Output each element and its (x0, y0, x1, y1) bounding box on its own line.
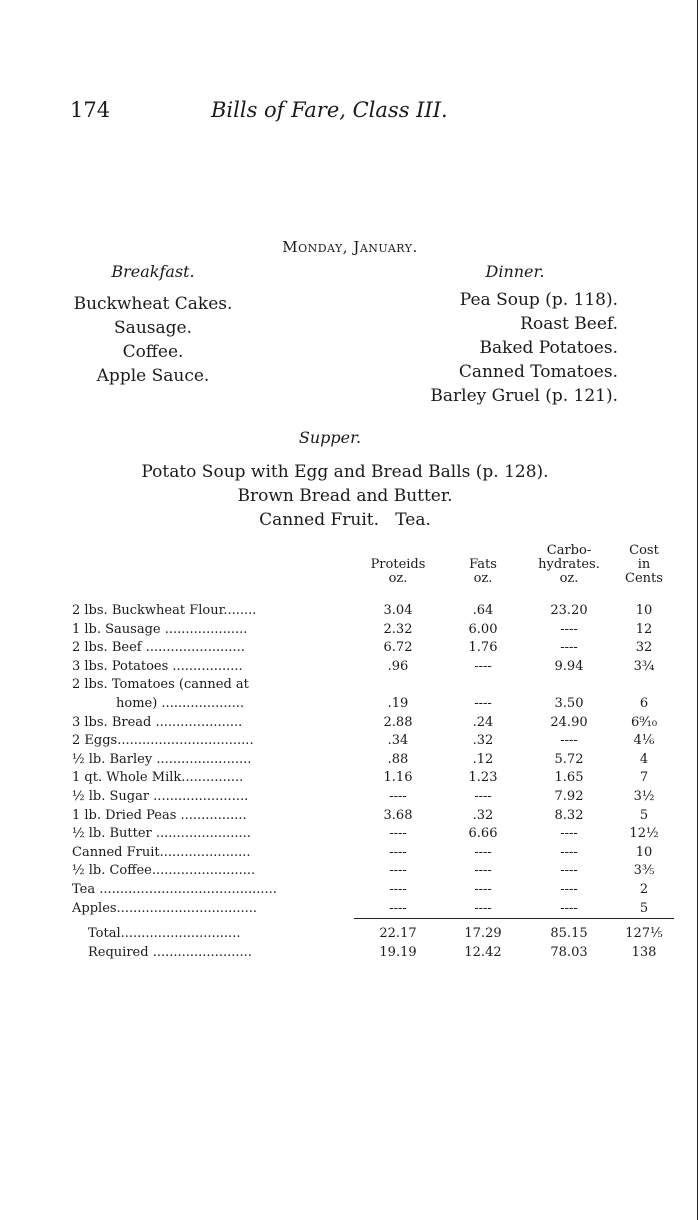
cell-fats: 1.23 (468, 770, 498, 786)
cell-proteids: 3.04 (383, 603, 413, 618)
cell-cost: 3½ (633, 788, 655, 804)
cell-item: Tea ........................................... (72, 881, 277, 897)
cell-item: 2 lbs. Buckwheat Flour........ (72, 603, 257, 618)
cell-cost: 5 (639, 807, 649, 823)
cell-fats: .32 (472, 733, 494, 749)
page-edge-line (697, 0, 698, 1220)
cell-proteids: 3.68 (383, 807, 413, 823)
cell-proteids: ---- (389, 881, 407, 897)
cell-item: 1 qt. Whole Milk............... (72, 770, 244, 786)
nutrition-table (72, 544, 674, 962)
cell-proteids: .88 (387, 751, 409, 767)
table-total-row (72, 919, 674, 944)
table-row (72, 676, 674, 695)
cell-proteids: 6.72 (383, 640, 413, 656)
cell-fats: ---- (474, 900, 492, 916)
total-proteids: 22.17 (354, 919, 442, 944)
cell-fats: 1.76 (468, 640, 498, 656)
cell-item: 2 lbs. Beef ........................ (72, 640, 245, 656)
running-title: Bills of Fare, Class III. (211, 98, 448, 122)
table-row (72, 788, 674, 807)
cell-proteids (354, 676, 442, 695)
cell-cost: 4 (639, 751, 649, 767)
cell-cost: 12 (635, 621, 653, 637)
cell-carbohydrates: 24.90 (550, 714, 588, 730)
cell-fats: ---- (474, 658, 492, 674)
table-row (72, 862, 674, 881)
cell-carbohydrates: 3.50 (554, 695, 584, 711)
cell-proteids: 2.32 (383, 621, 413, 637)
dinner-item: Baked Potatoes. (479, 338, 618, 358)
cell-proteids: 2.88 (383, 714, 413, 730)
supper-heading: Supper. (298, 428, 362, 447)
cell-cost: 10 (635, 844, 653, 860)
item-column-header (72, 544, 354, 602)
dinner-menu (380, 288, 618, 408)
table-row (72, 621, 674, 640)
table-required-row (72, 944, 674, 963)
cell-carbohydrates (524, 676, 614, 695)
required-fats: 12.42 (464, 944, 502, 960)
day-heading: Monday, January. (282, 238, 418, 256)
cell-item: 3 lbs. Bread ..................... (72, 714, 243, 730)
cell-proteids: ---- (389, 826, 407, 842)
table-row (72, 807, 674, 826)
cell-carbohydrates: ---- (560, 826, 578, 842)
supper-item: Canned Fruit. Tea. (259, 510, 431, 530)
cell-proteids: ---- (389, 863, 407, 879)
cell-fats: ---- (474, 881, 492, 897)
cell-carbohydrates: ---- (560, 863, 578, 879)
cell-item: 2 lbs. Tomatoes (canned at (72, 677, 249, 693)
cell-fats: ---- (474, 788, 492, 804)
cell-item: home) .................... (116, 695, 245, 711)
cell-carbohydrates: ---- (560, 900, 578, 916)
supper-item: Brown Bread and Butter. (237, 486, 453, 506)
required-proteids: 19.19 (379, 944, 417, 960)
total-label: Total............................. (88, 925, 241, 941)
table-row (72, 900, 674, 919)
table-row (72, 825, 674, 844)
cell-proteids: 1.16 (383, 770, 413, 786)
cell-cost: 32 (635, 640, 653, 656)
dinner-item: Barley Gruel (p. 121). (430, 386, 618, 406)
table-row (72, 769, 674, 788)
supper-item: Potato Soup with Egg and Bread Balls (p. 128). (141, 462, 549, 482)
cell-carbohydrates: ---- (560, 733, 578, 749)
dinner-item: Roast Beef. (520, 314, 618, 334)
cell-fats: .32 (472, 807, 494, 823)
cell-cost: 6 (639, 695, 649, 711)
cell-cost (614, 676, 674, 695)
table-row (72, 732, 674, 751)
cell-cost: 10 (635, 603, 653, 618)
cell-cost: 2 (639, 881, 649, 897)
cell-cost: 5 (639, 900, 649, 916)
total-carbohydrates: 85.15 (524, 919, 614, 944)
proteids-column-header: Proteids oz. (370, 557, 426, 586)
cell-carbohydrates: ---- (560, 640, 578, 656)
cell-item: 2 Eggs................................. (72, 733, 254, 749)
cell-proteids: ---- (389, 844, 407, 860)
cell-fats: 6.00 (468, 621, 498, 637)
breakfast-item: Coffee. (122, 342, 184, 362)
total-fats: 17.29 (442, 919, 524, 944)
cell-item: 1 lb. Sausage .................... (72, 621, 248, 637)
table-row (72, 751, 674, 770)
cell-item: 1 lb. Dried Peas ................ (72, 807, 247, 823)
cell-item: ½ lb. Sugar ....................... (72, 788, 249, 804)
dinner-item: Canned Tomatoes. (458, 362, 618, 382)
cell-item: Canned Fruit...................... (72, 844, 251, 860)
table-row (72, 695, 674, 714)
cell-cost: 7 (639, 770, 649, 786)
cell-proteids: .34 (387, 733, 409, 749)
cell-fats: .12 (472, 751, 494, 767)
cell-item: 3 lbs. Potatoes ................. (72, 658, 243, 674)
cell-carbohydrates: 1.65 (554, 770, 584, 786)
cell-item: Apples.................................. (72, 900, 258, 916)
cell-cost: 3⅗ (633, 863, 655, 879)
total-cost: 127⅕ (614, 919, 674, 944)
required-cost: 138 (631, 944, 657, 960)
cell-carbohydrates: 7.92 (554, 788, 584, 804)
dinner-item: Pea Soup (p. 118). (459, 290, 618, 310)
cell-carbohydrates: 8.32 (554, 807, 584, 823)
cell-carbohydrates: ---- (560, 621, 578, 637)
dinner-heading: Dinner. (485, 262, 545, 281)
supper-menu (0, 460, 690, 532)
cell-cost: 6⁹⁄₁₀ (630, 714, 658, 730)
cell-fats: .64 (472, 603, 494, 618)
required-carbohydrates: 78.03 (550, 944, 588, 960)
breakfast-menu (62, 292, 244, 388)
table-row (72, 602, 674, 621)
cost-column-header: Cost in Cents (625, 543, 663, 586)
cell-cost: 3¾ (633, 658, 655, 674)
cell-cost: 4⅙ (633, 733, 655, 749)
breakfast-item: Sausage. (114, 318, 192, 338)
breakfast-item: Apple Sauce. (96, 366, 210, 386)
cell-proteids: .19 (387, 695, 409, 711)
breakfast-item: Buckwheat Cakes. (73, 294, 233, 314)
cell-proteids: .96 (387, 658, 409, 674)
table-row (72, 658, 674, 677)
cell-cost: 12½ (629, 826, 659, 842)
cell-proteids: ---- (389, 788, 407, 804)
cell-fats (442, 676, 524, 695)
table-header-row (72, 544, 674, 602)
cell-carbohydrates: 23.20 (550, 603, 588, 618)
cell-item: ½ lb. Coffee......................... (72, 863, 256, 879)
cell-fats: ---- (474, 844, 492, 860)
breakfast-heading: Breakfast. (111, 262, 195, 281)
table-row (72, 639, 674, 658)
cell-carbohydrates: 9.94 (554, 658, 584, 674)
page-number: 174 (70, 98, 111, 122)
cell-proteids: ---- (389, 900, 407, 916)
cell-fats: .24 (472, 714, 494, 730)
cell-carbohydrates: ---- (560, 844, 578, 860)
table-row (72, 714, 674, 733)
required-label: Required ........................ (88, 944, 252, 960)
carbohydrates-column-header: Carbo- hydrates. oz. (538, 543, 600, 586)
cell-fats: ---- (474, 695, 492, 711)
cell-item: ½ lb. Barley ....................... (72, 751, 252, 767)
cell-item: ½ lb. Butter ....................... (72, 826, 251, 842)
cell-carbohydrates: ---- (560, 881, 578, 897)
cell-fats: 6.66 (468, 826, 498, 842)
cell-carbohydrates: 5.72 (554, 751, 584, 767)
fats-column-header: Fats oz. (469, 557, 497, 586)
table-row (72, 881, 674, 900)
table-row (72, 844, 674, 863)
cell-fats: ---- (474, 863, 492, 879)
